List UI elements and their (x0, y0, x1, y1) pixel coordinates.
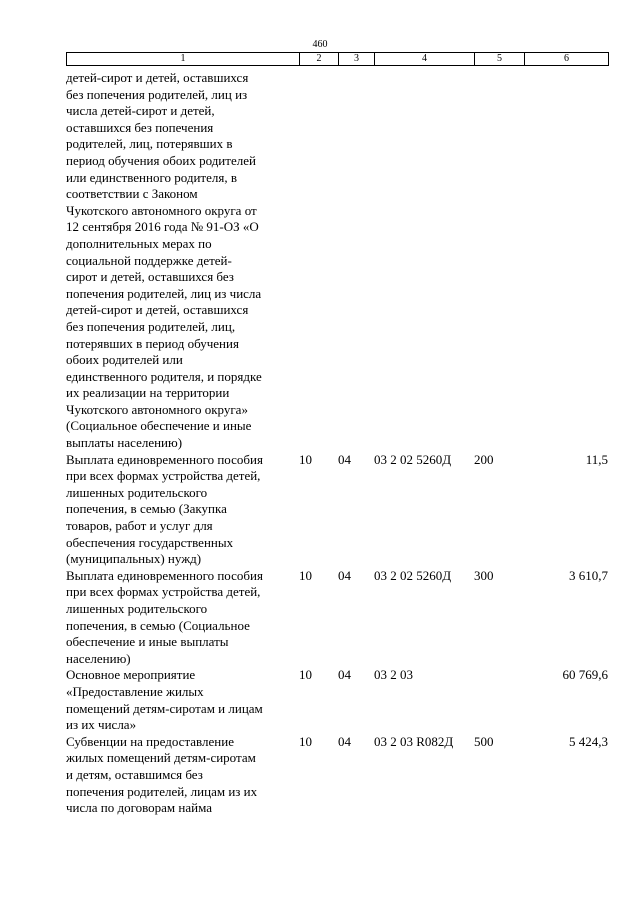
description-line: период обучения обоих родителей (66, 152, 256, 168)
expense-type-code: 500 (474, 733, 494, 749)
amount-value: 3 610,7 (569, 567, 608, 583)
column-header-3: 3 (339, 53, 375, 66)
column-header-table (66, 52, 609, 66)
table-row (66, 452, 608, 568)
description-line: лишенных родительского (66, 601, 208, 616)
column-header-2: 2 (300, 53, 339, 66)
table-row (66, 734, 608, 817)
description-line: оставшихся без попечения (66, 119, 214, 135)
description-line: выплаты населению) (66, 435, 183, 451)
description-line: единственного родителя, и порядке (66, 368, 262, 384)
description-line: детей-сирот и детей, оставшихся (66, 302, 249, 318)
description-line: обеспечения государственных (66, 534, 234, 550)
column-header-6: 6 (525, 53, 609, 66)
subsection-code: 04 (338, 567, 351, 583)
row-description (66, 452, 301, 568)
description-line: соответствии с Законом (66, 186, 198, 202)
description-line: попечения родителей, лиц из числа (66, 285, 262, 301)
section-code: 10 (299, 451, 312, 467)
description-line: числа детей-сирот и детей, (66, 103, 215, 119)
description-line: (Социальное обеспечение и иные (66, 418, 252, 434)
description-line: сирот и детей, оставшихся без (66, 269, 234, 285)
column-header-1: 1 (67, 53, 300, 66)
row-description (66, 734, 301, 817)
page-number: 460 (312, 39, 328, 50)
expense-type-code: 200 (474, 451, 494, 467)
description-line: потерявших в период обучения (66, 335, 239, 351)
table-row (66, 70, 608, 452)
description-line: Субвенции на предоставление (66, 733, 234, 749)
description-line: населению) (66, 650, 131, 666)
description-line: обеспечение и иные выплаты (66, 634, 229, 650)
description-line: товаров, работ и услуг для (66, 518, 213, 534)
target-article-code: 03 2 03 (374, 667, 413, 683)
description-line: числа по договорам найма (66, 800, 212, 816)
description-line: жилых помещений детям-сиротам (66, 750, 256, 766)
amount-value: 60 769,6 (562, 667, 608, 683)
description-line: из их числа» (66, 717, 137, 733)
description-line: или единственного родителя, в (66, 169, 237, 185)
section-code: 10 (299, 567, 312, 583)
section-code: 10 (299, 667, 312, 683)
subsection-code: 04 (338, 733, 351, 749)
amount-value: 5 424,3 (569, 733, 608, 749)
subsection-code: 04 (338, 667, 351, 683)
description-line: детей-сирот и детей, оставшихся (66, 70, 249, 85)
row-description (66, 568, 301, 668)
expense-type-code: 300 (474, 567, 494, 583)
description-line: без попечения родителей, лиц, (66, 318, 236, 334)
target-article-code: 03 2 02 5260Д (374, 451, 452, 467)
target-article-code: 03 2 03 R082Д (374, 733, 454, 749)
table-row (66, 667, 608, 733)
description-line: попечения, в семью (Закупка (66, 501, 227, 517)
subsection-code: 04 (338, 451, 351, 467)
row-description (66, 70, 301, 452)
description-line: Чукотского автономного округа от (66, 202, 257, 218)
description-line: родителей, лиц, потерявших в (66, 136, 233, 152)
description-line: Выплата единовременного пособия (66, 451, 263, 467)
description-line: Чукотского автономного округа» (66, 401, 248, 417)
description-line: Выплата единовременного пособия (66, 567, 263, 583)
column-header-row (67, 53, 609, 66)
description-line: лишенных родительского (66, 484, 208, 500)
column-header-5: 5 (475, 53, 525, 66)
budget-table-body (66, 70, 608, 817)
description-line: и детям, оставшимся без (66, 766, 203, 782)
column-header-4: 4 (375, 53, 475, 66)
description-line: 12 сентября 2016 года № 91-ОЗ «О (66, 219, 259, 235)
row-description (66, 667, 301, 733)
description-line: попечения родителей, лицам из их (66, 783, 258, 799)
amount-value: 11,5 (585, 451, 608, 467)
section-code: 10 (299, 733, 312, 749)
description-line: без попечения родителей, лиц из (66, 86, 248, 102)
target-article-code: 03 2 02 5260Д (374, 567, 452, 583)
table-row (66, 568, 608, 668)
description-line: при всех формах устройства детей, (66, 584, 261, 600)
description-line: обоих родителей или (66, 352, 183, 368)
description-line: помещений детям-сиротам и лицам (66, 700, 263, 716)
description-line: социальной поддержке детей- (66, 252, 232, 268)
description-line: дополнительных мерах по (66, 235, 212, 251)
description-line: попечения, в семью (Социальное (66, 617, 250, 633)
description-line: (муниципальных) нужд) (66, 551, 202, 567)
description-line: «Предоставление жилых (66, 683, 204, 699)
description-line: их реализации на территории (66, 385, 230, 401)
description-line: при всех формах устройства детей, (66, 468, 261, 484)
description-line: Основное мероприятие (66, 667, 196, 683)
